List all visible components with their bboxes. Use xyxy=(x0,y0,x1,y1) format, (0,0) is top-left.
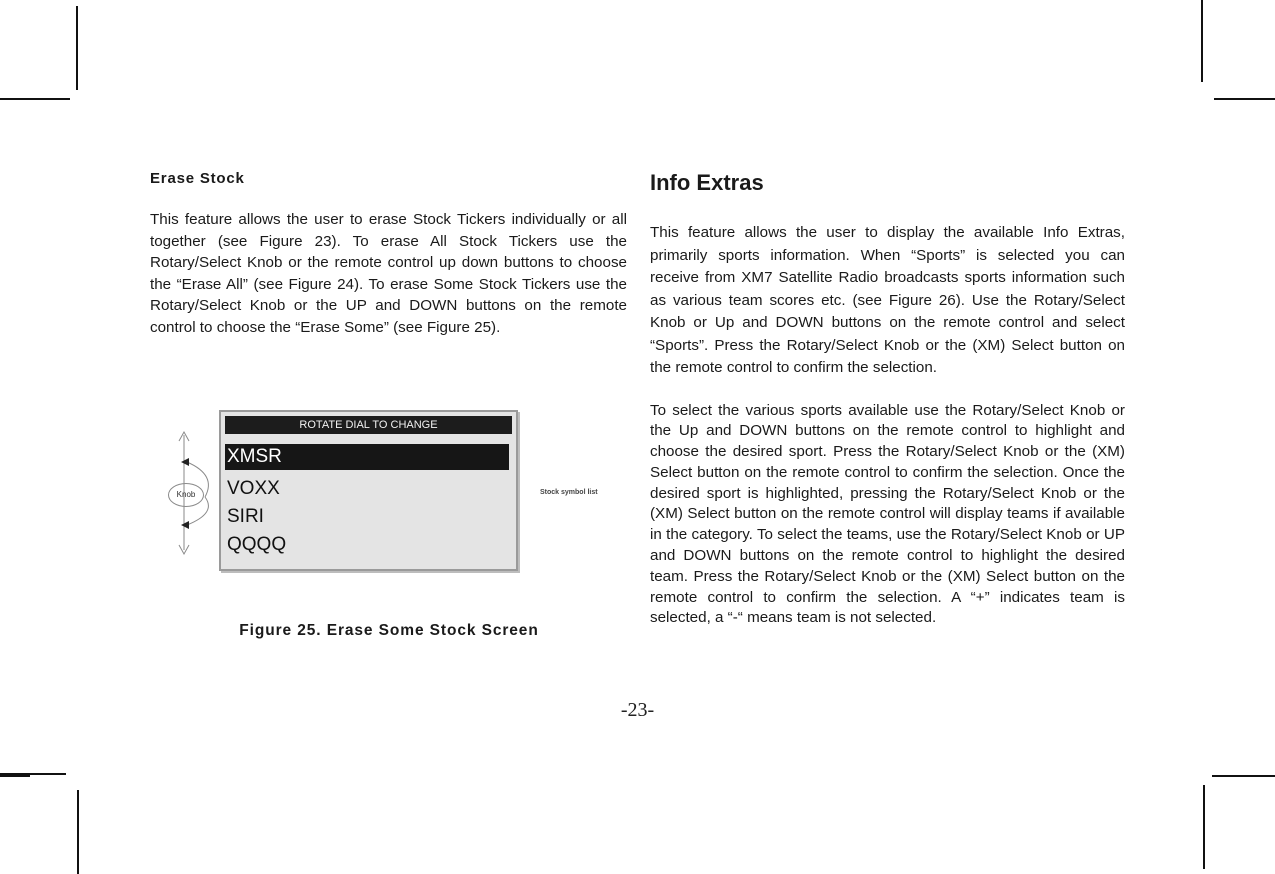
lcd-item: VOXX xyxy=(227,478,280,499)
figure-erase-some-stock xyxy=(165,405,610,580)
lcd-screen xyxy=(219,410,518,571)
stock-symbol-list-label: Stock symbol list xyxy=(540,489,598,496)
crop-mark-br-vertical xyxy=(1203,785,1205,869)
left-column xyxy=(150,168,627,338)
lcd-item: QQQQ xyxy=(227,534,287,555)
section-heading-erase-stock: Erase Stock xyxy=(150,170,245,187)
figure-caption: Figure 25. Erase Some Stock Screen xyxy=(239,622,539,639)
section-heading-info-extras: Info Extras xyxy=(650,170,764,195)
info-extras-paragraph-2: To select the various sports available use the Rotary/Select Knob or the Up and DOWN buttons on the remote control to highlight and choose the desired sport. Press the Rotary/Select Knob or the (XM) Select button on the remote control to confirm the selection. Once the desired sport is highlighted, pressing the Rotary/Select Knob or the (XM) Select button on the remote control will display teams if available in the category. To select the teams, use the Rotary/Select Knob or UP and DOWN buttons on the remote control to highlight the desired team. Press the Rotary/Select Knob or the (XM) Select button on the remote control to confirm the selection. A “+” indicates team is selected, a “-“ means team is not selected. xyxy=(650,401,1125,627)
crop-mark-tl-vertical xyxy=(76,6,78,90)
crop-mark-tr-horizontal xyxy=(1214,98,1275,100)
crop-mark-tr-vertical xyxy=(1201,0,1203,82)
knob-label: Knob xyxy=(168,483,204,507)
page-number: -23- xyxy=(620,699,655,721)
lcd-header: ROTATE DIAL TO CHANGE xyxy=(225,416,512,434)
erase-stock-paragraph: This feature allows the user to erase Stock Tickers individually or all together (see Figure 23). To erase All Stock Tickers use the Rotary/Select Knob or the remote control up down buttons to choose the “Erase All” (see Figure 24). To erase Some Stock Tickers use the Rotary/Select Knob or the UP and DOWN buttons on the remote control to choose the “Erase Some” (see Figure 25). xyxy=(150,211,627,336)
crop-mark-tl-horizontal xyxy=(0,98,70,100)
lcd-item: SIRI xyxy=(227,506,264,527)
right-column xyxy=(650,168,1125,629)
crop-mark-br-horizontal xyxy=(1212,775,1275,777)
lcd-item-selected: XMSR xyxy=(225,444,509,470)
crop-mark-bl-vertical xyxy=(77,790,79,874)
info-extras-paragraph-1: This feature allows the user to display the available Info Extras, primarily sports information. When “Sports” is selected you can receive from XM7 Satellite Radio broadcasts sports information such as various team scores etc. (see Figure 26). Use the Rotary/Select Knob or Up and DOWN buttons on the remote control and select “Sports”. Press the Rotary/Select Knob or the (XM) Select button on the remote control to confirm the selection. xyxy=(650,224,1125,376)
crop-mark-bl-stub xyxy=(0,773,30,777)
